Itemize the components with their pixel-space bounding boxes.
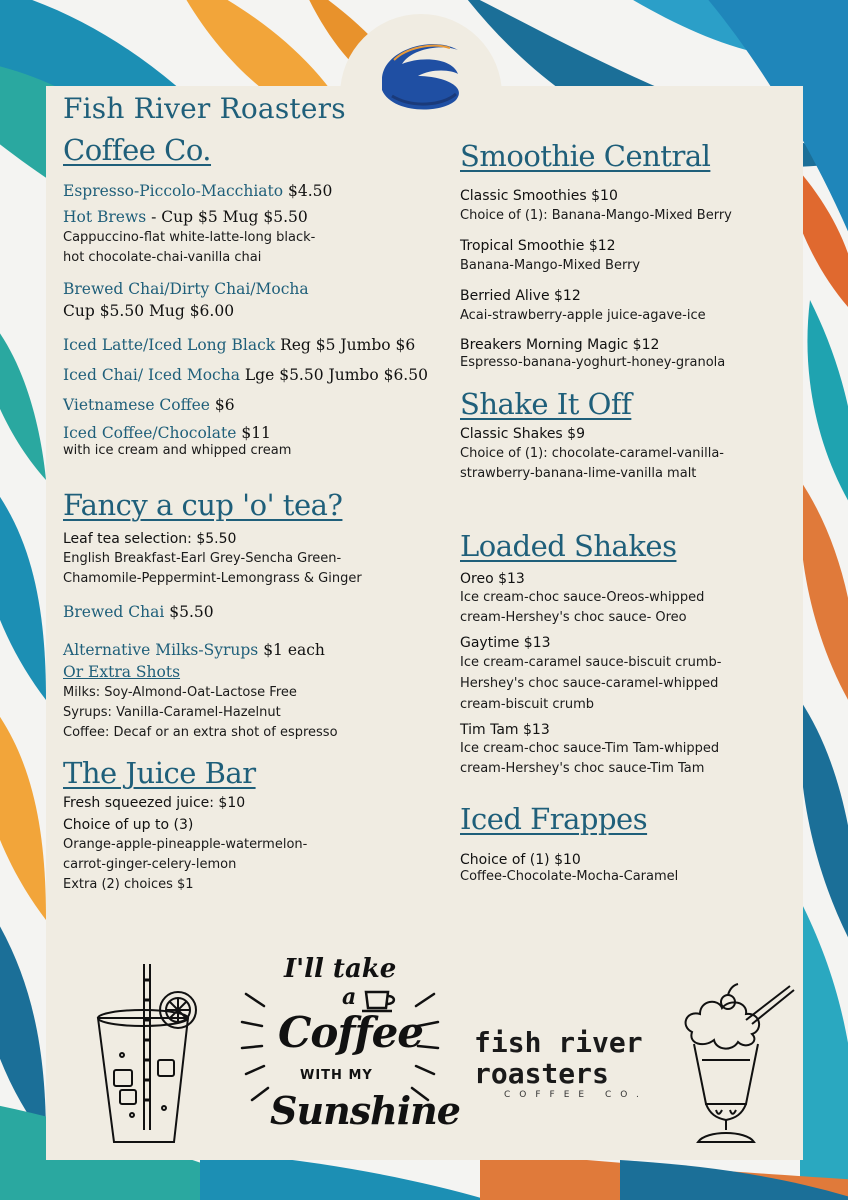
juice-glass-icon [92,960,204,1150]
hot-brews-desc: Cappuccino-flat white-latte-long black- [63,230,316,245]
smoothie-desc: Choice of (1): Banana-Mango-Mixed Berry [460,208,732,223]
juice-heading: The Juice Bar [63,756,256,790]
milks-list: Milks: Soy-Almond-Oat-Lactose Free [63,685,297,700]
leaf-tea-desc: English Breakfast-Earl Grey-Sencha Green- [63,551,342,566]
slogan-line-1: I'll take [284,954,397,984]
brewed-chai-price: Cup $5.50 Mug $6.00 [63,302,235,320]
slogan-line-2: a [342,984,357,1010]
frappe-desc: Coffee-Chocolate-Mocha-Caramel [460,869,679,884]
footer-logo-line-1: fish river [474,1026,643,1059]
brewed-chai-tea-item: Brewed Chai $5.50 [63,603,214,621]
juice-choice: Choice of up to (3) [63,817,194,833]
iced-coffee-desc: with ice cream and whipped cream [63,443,292,458]
brewed-chai-item: Brewed Chai/Dirty Chai/Mocha [63,280,309,298]
leaf-tea-desc-2: Chamomile-Peppermint-Lemongrass & Ginger [63,571,362,586]
loaded-shake-name: Tim Tam $13 [460,722,550,738]
loaded-shake-desc: cream-Hershey's choc sauce-Tim Tam [460,761,705,776]
loaded-shake-desc: Ice cream-choc sauce-Tim Tam-whipped [460,741,720,756]
loaded-shake-item [460,721,790,779]
shake-heading: Shake It Off [460,387,632,421]
slogan-line-4: WITH MY [300,1068,373,1083]
loaded-shake-desc: cream-biscuit crumb [460,697,595,712]
loaded-shake-item [460,634,790,715]
fresh-juice-item: Fresh squeezed juice: $10 [63,795,246,811]
juice-desc-2: carrot-ginger-celery-lemon [63,857,237,872]
sunshine-slogan-art [240,950,460,1158]
left-column [63,92,433,895]
smoothie-item [460,336,790,372]
slogan-line-3: Coffee [278,1008,424,1057]
juice-extra: Extra (2) choices $1 [63,877,194,892]
loaded-shake-desc: Hershey's choc sauce-caramel-whipped [460,676,719,691]
loaded-shake-desc: Ice cream-caramel sauce-biscuit crumb- [460,655,722,670]
brand-name: Fish River Roasters [63,92,346,125]
smoothie-item [460,186,790,226]
footer-logo-line-2: roasters [474,1057,609,1090]
loaded-shake-item [460,570,790,628]
smoothie-name: Breakers Morning Magic $12 [460,337,660,353]
coffee-co-heading: Coffee Co. [63,133,212,167]
juice-desc: Orange-apple-pineapple-watermelon- [63,837,308,852]
loaded-shake-desc: Ice cream-choc sauce-Oreos-whipped [460,590,705,605]
classic-shakes-item: Classic Shakes $9 [460,426,585,442]
smoothie-heading: Smoothie Central [460,139,711,173]
alt-milks-item: Alternative Milks-Syrups $1 each [63,641,325,659]
coffee-extra-list: Coffee: Decaf or an extra shot of espresso [63,725,338,740]
hot-brews-desc-2: hot chocolate-chai-vanilla chai [63,250,262,265]
footer-logo [474,1028,674,1100]
leaf-tea-item: Leaf tea selection: $5.50 [63,531,237,547]
iced-coffee-item: Iced Coffee/Chocolate $11 [63,424,271,442]
shake-desc-2: strawberry-banana-lime-vanilla malt [460,466,697,481]
iced-latte-item: Iced Latte/Iced Long Black Reg $5 Jumbo $6 [63,336,416,354]
smoothie-name: Tropical Smoothie $12 [460,238,616,254]
tea-heading: Fancy a cup 'o' tea? [63,488,343,522]
smoothie-desc: Espresso-banana-yoghurt-honey-granola [460,355,726,370]
smoothie-desc: Banana-Mango-Mixed Berry [460,258,641,273]
loaded-shake-desc: cream-Hershey's choc sauce- Oreo [460,610,687,625]
slogan-line-5: Sunshine [270,1088,460,1133]
extra-shots-item: Or Extra Shots [63,663,181,681]
milkshake-icon [676,980,800,1152]
espresso-item: Espresso-Piccolo-Macchiato $4.50 [63,182,333,200]
smoothie-desc: Acai-strawberry-apple juice-agave-ice [460,308,706,323]
footer-logo-line-3: COFFEE CO. [504,1090,648,1100]
smoothie-item [460,286,790,326]
loaded-shake-name: Oreo $13 [460,571,525,587]
smoothie-name: Berried Alive $12 [460,288,581,304]
syrups-list: Syrups: Vanilla-Caramel-Hazelnut [63,705,281,720]
loaded-shake-name: Gaytime $13 [460,635,551,651]
right-column [460,138,790,885]
iced-chai-item: Iced Chai/ Iced Mocha Lge $5.50 Jumbo $6.50 [63,366,428,384]
smoothie-name: Classic Smoothies $10 [460,188,618,204]
frappe-item: Choice of (1) $10 [460,852,581,868]
shake-desc: Choice of (1): chocolate-caramel-vanilla- [460,446,724,461]
vietnamese-item: Vietnamese Coffee $6 [63,396,235,414]
frappes-heading: Iced Frappes [460,802,648,836]
smoothie-item [460,236,790,276]
hot-brews-item: Hot Brews - Cup $5 Mug $5.50 [63,208,308,226]
loaded-shakes-heading: Loaded Shakes [460,529,677,563]
